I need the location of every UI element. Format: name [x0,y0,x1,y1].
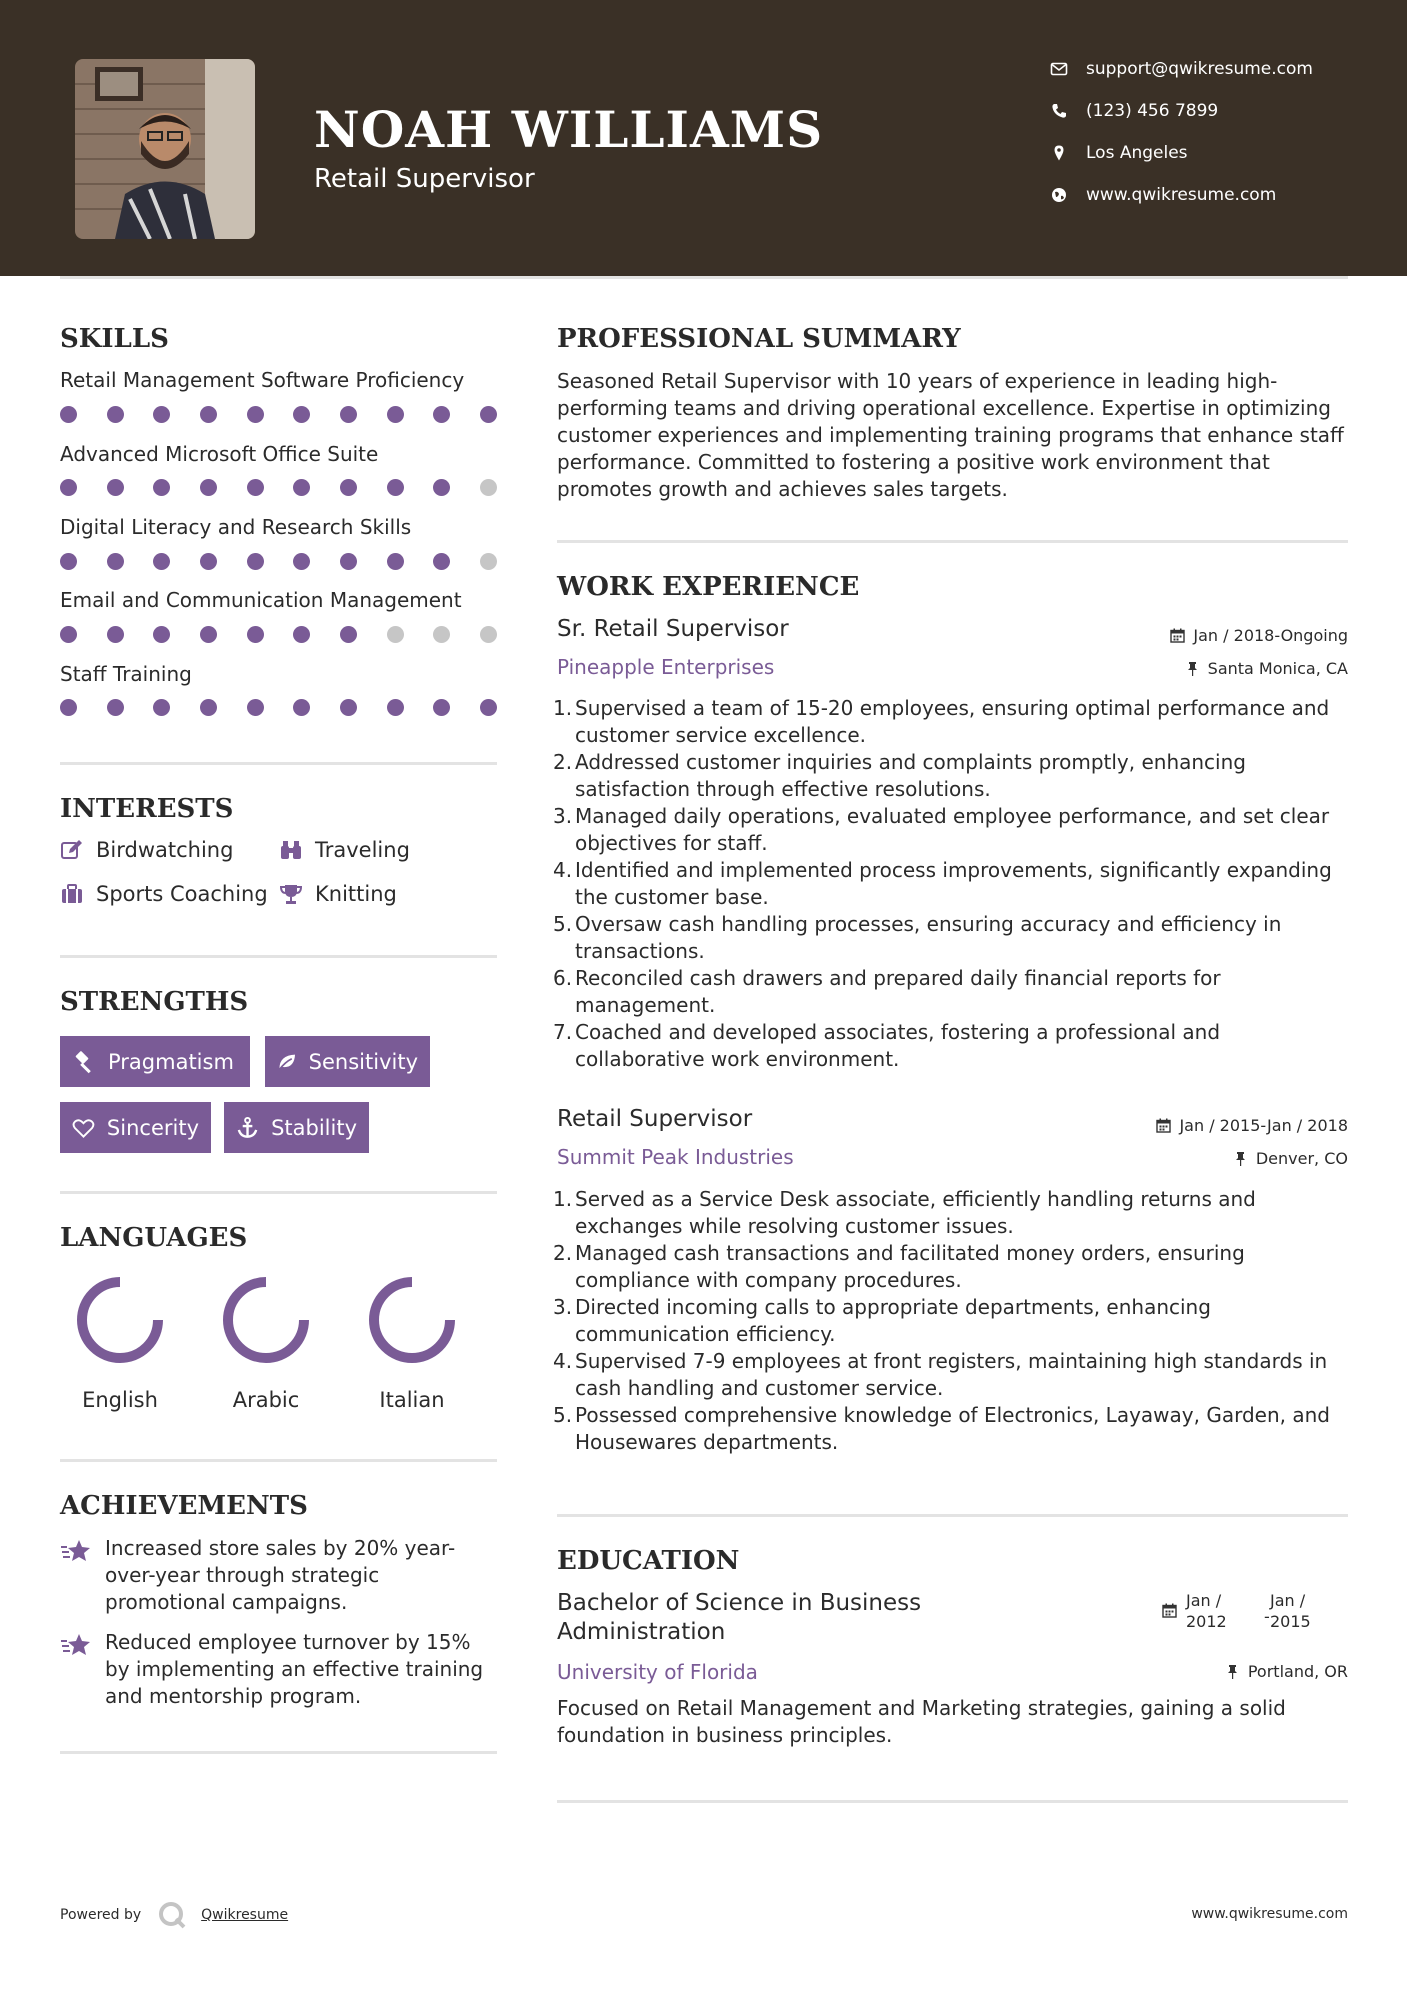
job-company: Pineapple Enterprises [557,655,775,679]
gavel-icon [72,1050,96,1074]
job-dates [1170,626,1348,645]
skill-dot-filled [200,479,217,496]
trophy-icon [279,882,303,906]
education-end-month: Jan / [1270,1591,1306,1610]
education-heading: EDUCATION [557,1546,740,1576]
interest-label: Sports Coaching [96,882,268,906]
summary-text: Seasoned Retail Supervisor with 10 years of experience in leading high-performing teams and driving operational excellence. Expertise in optimizing customer experiences and implementing training programs that enhance staff performance. Committed to fostering a positive work environment that promotes growth and achieves sales targets. [557,369,1344,501]
job-role: Sr. Retail Supervisor [557,616,789,642]
skill-dot-filled [247,553,264,570]
section-divider [557,1800,1348,1803]
duty-number: 3. [553,1295,573,1319]
skill-rating [60,479,497,496]
skill-dot-filled [387,699,404,716]
summary-heading: PROFESSIONAL SUMMARY [557,324,961,354]
qwikresume-logo-icon [157,1900,187,1930]
skill-dot-filled [480,699,497,716]
duty-text: Supervised a team of 15-20 employees, ensuring optimal performance and customer service excellence. [575,696,1330,747]
language-proficiency-arc [82,1282,158,1358]
skill-dot-filled [387,479,404,496]
skill-dot-filled [340,626,357,643]
duty-text: Possessed comprehensive knowledge of Electronics, Layaway, Garden, and Housewares departments. [575,1403,1330,1454]
interest-item [279,838,410,862]
skill-dot-filled [107,553,124,570]
globe-icon [1050,186,1068,204]
strength-chip [60,1036,250,1087]
language-name: Arabic [232,1388,300,1412]
contact-email[interactable] [1050,59,1313,79]
skill-dot-filled [433,479,450,496]
duty-item [553,1294,1347,1348]
job-location-text: Santa Monica, CA [1207,659,1348,678]
duty-item [553,1402,1347,1456]
language-name: English [82,1388,158,1412]
header-divider [60,276,1348,279]
achievements-heading: ACHIEVEMENTS [60,1491,308,1521]
skill-dot-filled [340,406,357,423]
resume-header [0,0,1407,276]
language-gauge [218,1272,314,1368]
strength-label: Stability [271,1115,357,1140]
contact-email-text: support@qwikresume.com [1086,59,1313,79]
education-start-month: Jan / [1186,1591,1222,1610]
interest-label: Birdwatching [96,838,234,862]
education-start-year: 2012 [1186,1612,1227,1631]
strength-chip [60,1102,211,1153]
language-proficiency-arc [228,1282,304,1358]
duty-item [553,749,1347,803]
language-item [206,1272,326,1412]
duty-number: 6. [553,966,573,990]
strengths-heading: STRENGTHS [60,987,249,1017]
degree-line-2: Administration [557,1619,726,1645]
duty-item [553,803,1347,857]
languages-heading: LANGUAGES [60,1223,248,1253]
strength-chip [265,1036,430,1087]
candidate-name: NOAH WILLIAMS [314,100,824,159]
interests-heading: INTERESTS [60,794,234,824]
skill-name: Email and Communication Management [60,588,462,612]
skill-dot-filled [60,626,77,643]
duty-number: 1. [553,696,573,720]
contact-website[interactable] [1050,185,1276,205]
skill-dot-filled [293,699,310,716]
achievement-text: Increased store sales by 20% year-over-year through strategic promotional campaigns. [105,1536,456,1614]
skill-dot-filled [247,699,264,716]
duty-text: Managed cash transactions and facilitated money orders, ensuring compliance with company procedures. [575,1241,1245,1292]
skill-dot-filled [387,553,404,570]
job-location-text: Denver, CO [1255,1149,1348,1168]
strength-label: Sincerity [106,1115,199,1140]
leaf-icon [277,1050,297,1074]
duty-item [553,1186,1347,1240]
duty-item [553,1348,1347,1402]
section-divider [60,1459,497,1462]
duty-number: 4. [553,858,573,882]
achievement-text: Reduced employee turnover by 15% by implementing an effective training and mentorship program. [105,1630,484,1708]
duty-text: Supervised 7-9 employees at front registers, maintaining high standards in cash handling and customer service. [575,1349,1328,1400]
skill-dot-filled [340,479,357,496]
language-item [352,1272,472,1412]
language-gauge [364,1272,460,1368]
duty-text: Identified and implemented process improvements, significantly expanding the customer base. [575,858,1332,909]
duty-text: Reconciled cash drawers and prepared daily financial reports for management. [575,966,1221,1017]
binoculars-icon [279,838,303,862]
skills-heading: SKILLS [60,324,169,354]
duty-text: Coached and developed associates, fostering a professional and collaborative work environment. [575,1020,1221,1071]
skill-dot-filled [60,699,77,716]
skill-dot-filled [433,699,450,716]
star-icon [60,1632,92,1658]
pushpin-icon [1185,661,1200,676]
calendar-icon [1156,1118,1171,1133]
skill-dot-filled [107,626,124,643]
skill-dot-filled [60,479,77,496]
skill-dot-filled [247,626,264,643]
job-duties [553,695,1347,1073]
profile-photo [75,59,255,239]
duty-number: 7. [553,1020,573,1044]
calendar-icon [1170,628,1185,643]
duty-number: 5. [553,1403,573,1427]
contact-location [1050,143,1188,163]
job-dates-text: Jan / 2015-Jan / 2018 [1179,1116,1348,1135]
anchor-icon [236,1116,259,1140]
education-location [1225,1662,1348,1681]
education-description: Focused on Retail Management and Marketing strategies, gaining a solid foundation in business principles. [557,1696,1286,1747]
experience-heading: WORK EXPERIENCE [557,572,860,602]
skill-dot-filled [293,553,310,570]
language-name: Italian [379,1388,445,1412]
interest-item [60,838,233,862]
section-divider [60,1751,497,1754]
heart-icon [72,1116,95,1140]
pushpin-icon [1233,1151,1248,1166]
pushpin-icon [1225,1664,1240,1679]
duty-number: 3. [553,804,573,828]
skill-dot-filled [200,699,217,716]
candidate-title: Retail Supervisor [314,164,535,194]
job-dates [1156,1116,1348,1135]
duty-text: Addressed customer inquiries and complaints promptly, enhancing satisfaction through effective resolutions. [575,750,1246,801]
skill-name: Retail Management Software Proficiency [60,368,465,392]
interest-label: Traveling [315,838,410,862]
duty-number: 2. [553,750,573,774]
skill-dot-filled [153,626,170,643]
interest-label: Knitting [315,882,397,906]
duty-text: Managed daily operations, evaluated employee performance, and set clear objectives for staff. [575,804,1330,855]
strength-label: Sensitivity [308,1049,418,1074]
briefcase-icon [60,882,84,906]
footer-brand-link[interactable]: Qwikresume [201,1907,289,1923]
skill-name: Advanced Microsoft Office Suite [60,442,379,466]
section-divider [60,955,497,958]
job-duties [553,1186,1347,1456]
duty-item [553,911,1347,965]
skill-dot-filled [340,699,357,716]
duty-item [553,857,1347,911]
skill-dot-empty [480,479,497,496]
duty-number: 4. [553,1349,573,1373]
skill-rating [60,699,497,716]
interest-item [60,882,268,906]
achievement-item [60,1629,500,1710]
duty-item [553,1019,1347,1073]
contact-website-text: www.qwikresume.com [1086,185,1277,205]
section-divider [60,762,497,765]
phone-icon [1050,102,1068,120]
skill-dot-filled [200,406,217,423]
skill-dot-empty [387,626,404,643]
achievement-item [60,1535,500,1616]
job-location [1185,659,1348,678]
skill-dot-filled [293,626,310,643]
edit-icon [60,838,84,862]
duty-item [553,1240,1347,1294]
skill-name: Digital Literacy and Research Skills [60,515,412,539]
envelope-icon [1050,60,1068,78]
job-company: Summit Peak Industries [557,1145,794,1169]
skill-dot-filled [433,406,450,423]
language-proficiency-arc [374,1282,450,1358]
skill-dot-filled [387,406,404,423]
duty-number: 5. [553,912,573,936]
skill-rating [60,406,497,423]
duty-item [553,695,1347,749]
skill-dot-empty [480,626,497,643]
star-icon [60,1538,92,1564]
footer-url[interactable]: www.qwikresume.com [1191,1906,1348,1922]
skill-dot-empty [433,626,450,643]
language-item [60,1272,180,1412]
education-date-separator: - [1264,1607,1270,1626]
skill-rating [60,553,497,570]
skill-dot-filled [293,406,310,423]
footer-powered-by [60,1900,288,1930]
skill-dot-filled [60,406,77,423]
skill-name: Staff Training [60,662,192,686]
section-divider [60,1191,497,1194]
skill-dot-filled [247,479,264,496]
job-dates-text: Jan / 2018-Ongoing [1193,626,1348,645]
duty-item [553,965,1347,1019]
language-gauge [72,1272,168,1368]
skill-dot-filled [153,406,170,423]
contact-location-text: Los Angeles [1086,143,1188,163]
skill-dot-filled [107,406,124,423]
skill-dot-filled [153,479,170,496]
skill-dot-filled [153,699,170,716]
school-name: University of Florida [557,1660,758,1684]
skill-dot-filled [200,553,217,570]
duty-text: Directed incoming calls to appropriate departments, enhancing communication efficiency. [575,1295,1211,1346]
job-role: Retail Supervisor [557,1106,753,1132]
skill-dot-filled [107,699,124,716]
skill-dot-filled [293,479,310,496]
education-location-text: Portland, OR [1247,1662,1348,1681]
contact-phone-text: (123) 456 7899 [1086,101,1219,121]
skill-dot-empty [480,553,497,570]
strength-label: Pragmatism [108,1049,234,1074]
contact-phone[interactable] [1050,101,1218,121]
skill-dot-filled [200,626,217,643]
education-end-year: 2015 [1270,1612,1311,1631]
degree-line-1: Bachelor of Science in Business [557,1590,922,1616]
duty-text: Oversaw cash handling processes, ensuring accuracy and efficiency in transactions. [575,912,1282,963]
skill-dot-filled [153,553,170,570]
powered-by-text: Powered by [60,1907,142,1923]
skill-dot-filled [480,406,497,423]
calendar-icon [1162,1603,1177,1618]
skill-dot-filled [340,553,357,570]
duty-number: 2. [553,1241,573,1265]
skill-dot-filled [60,553,77,570]
interest-item [279,882,397,906]
skill-rating [60,626,497,643]
job-location [1233,1149,1348,1168]
duty-number: 1. [553,1187,573,1211]
duty-text: Served as a Service Desk associate, efficiently handling returns and exchanges while resolving customer issues. [575,1187,1256,1238]
skill-dot-filled [247,406,264,423]
section-divider [557,1514,1348,1517]
skill-dot-filled [107,479,124,496]
section-divider [557,540,1348,543]
map-pin-icon [1050,144,1068,162]
skill-dot-filled [433,553,450,570]
strength-chip [224,1102,369,1153]
